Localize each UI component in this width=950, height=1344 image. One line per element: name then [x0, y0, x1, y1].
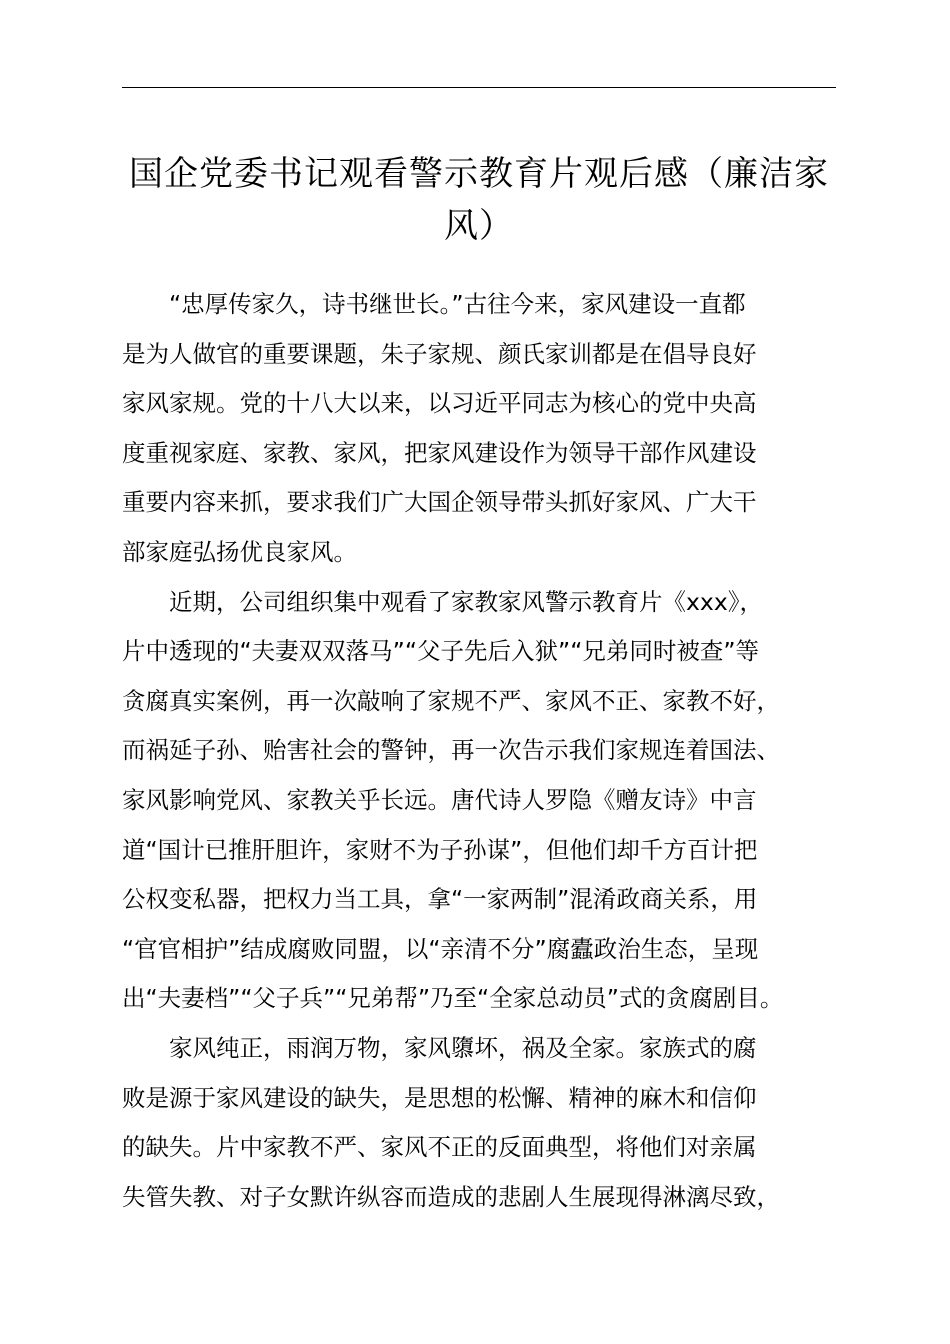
text-line: 家风家规。党的十八大以来，以习近平同志为核心的党中央高: [122, 389, 757, 418]
text-line: 重要内容来抓，要求我们广大国企领导带头抓好家风、广大干: [122, 488, 757, 517]
text-line: 出“夫妻档”“父子兵”“兄弟帮”乃至“全家总动员”式的贪腐剧目。: [122, 984, 784, 1013]
text-line: 片中透现的“夫妻双双落马”“父子先后入狱”“兄弟同时被查”等: [122, 637, 760, 666]
text-line: 家风影响党风、家教关乎长远。唐代诗人罗隐《赠友诗》中言: [122, 785, 757, 814]
paragraph-3: [122, 1024, 842, 1222]
text-line: 失管失教、对子女默许纵容而造成的悲剧人生展现得淋漓尽致，: [122, 1182, 780, 1211]
text-line: 道“国计已推肝胆许，家财不为子孙谋”，但他们却千方百计把: [122, 835, 758, 864]
text-line: 公权变私器，把权力当工具，拿“一家两制”混淆政商关系，用: [122, 885, 758, 914]
text-line: 败是源于家风建设的缺失，是思想的松懈、精神的麻木和信仰: [122, 1083, 757, 1112]
text-line: “忠厚传家久，诗书继世长。”古往今来，家风建设一直都: [169, 290, 746, 318]
document-title: [122, 148, 836, 252]
text-line: “官官相护”结成腐败同盟，以“亲清不分”腐蠹政治生态，呈现: [122, 934, 759, 963]
paragraph-2: [122, 578, 842, 1024]
document-body: [122, 280, 842, 1222]
text-line: 部家庭弘扬优良家风。: [122, 537, 357, 566]
text-line: 贪腐真实案例，再一次敲响了家规不严、家风不正、家教不好，: [122, 686, 780, 715]
title-line-2: 风）: [444, 206, 514, 246]
paragraph-1: [122, 280, 842, 578]
text-line: 是为人做官的重要课题，朱子家规、颜氏家训都是在倡导良好: [122, 339, 757, 368]
text-line: 家风纯正，雨润万物，家风隳坏，祸及全家。家族式的腐: [169, 1033, 757, 1062]
text-line: 而祸延子孙、贻害社会的警钟，再一次告示我们家规连着国法、: [122, 736, 780, 765]
text-line: 度重视家庭、家教、家风，把家风建设作为领导干部作风建设: [122, 438, 757, 467]
text-line: 的缺失。片中家教不严、家风不正的反面典型，将他们对亲属: [122, 1133, 757, 1162]
header-rule: [122, 87, 836, 88]
text-line: 近期，公司组织集中观看了家教家风警示教育片《xxx》，: [169, 587, 763, 616]
title-line-1: 国企党委书记观看警示教育片观后感（廉洁家: [129, 154, 829, 194]
